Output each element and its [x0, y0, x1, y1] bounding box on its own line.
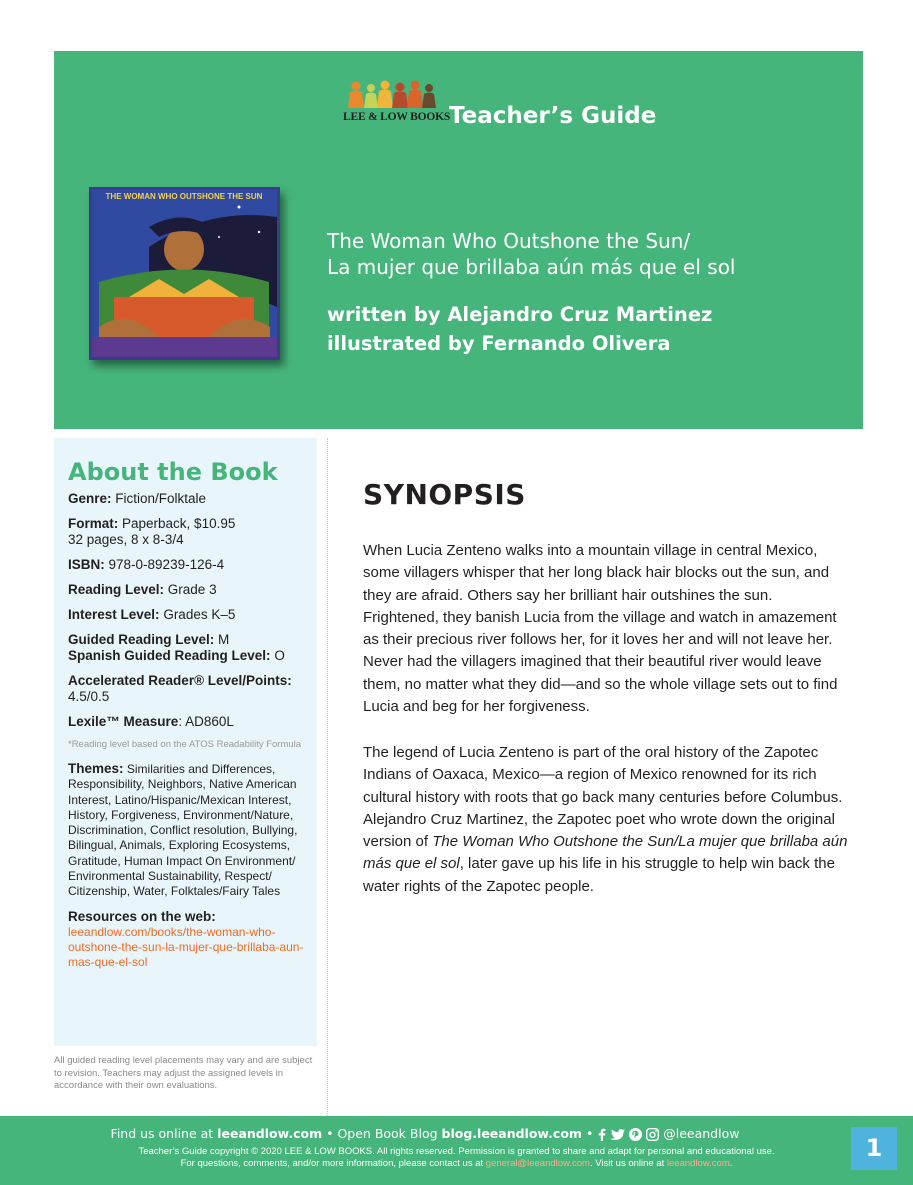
interest-level-field	[68, 607, 307, 623]
themes-value: Similarities and Differences, Responsibility, Neighbors, Native American Interest, Latino/Hispanic/Mexican Interest, History, Forgiveness, Environment/Nature, Discrimination, Conflict resolution, Bullying, Bilingual, Animals, Exploring Ecosystems, Gratitude, Human Impact On Environment/ Environmental Sustainability, Respect/ Citizenship, Water, Folktales/Fairy Tales	[68, 762, 298, 899]
about-the-book-sidebar	[54, 438, 317, 1046]
book-credits	[327, 300, 847, 358]
synopsis-p2-book-title: The Woman Who Outshone the Sun/La mujer que brillaba aún más que el sol	[363, 833, 848, 873]
contact-prefix: For questions, comments, and/or more information, please contact us at	[180, 1158, 484, 1169]
interest-level-label: Interest Level:	[68, 607, 160, 622]
contact-email-link[interactable]: general@leeandlow.com	[485, 1158, 590, 1169]
illustrator-credit: illustrated by Fernando Olivera	[327, 332, 671, 355]
spanish-guided-reading-label: Spanish Guided Reading Level:	[68, 648, 271, 663]
bullet-separator: •	[585, 1126, 594, 1141]
blog-link[interactable]: blog.leeandlow.com	[441, 1126, 582, 1141]
themes-label: Themes:	[68, 761, 124, 776]
synopsis-paragraph-1: When Lucia Zenteno walks into a mountain village in central Mexico, some villagers whisper that her long black hair blocks out the sun, and they are afraid. Others say her brilliant hair outshines the sun. Frightened, they banish Lucia from the village and watch in amazement as their precious river follows her, for it loves her and will not leave her. Never had the villagers imagined that their beautiful river would leave them, no matter what they did—and so the whole village sets out to find Lucia and beg for her forgiveness.	[363, 542, 838, 716]
resources-link[interactable]: leeandlow.com/books/the-woman-who-outshone-the-sun-la-mujer-que-brillaba-aun-mas-que-el-sol	[68, 924, 304, 970]
accelerated-reader-value: 4.5/0.5	[68, 689, 110, 704]
synopsis-paragraph-2	[363, 742, 849, 898]
find-us-text: Find us online at	[110, 1126, 214, 1141]
book-title-spanish: La mujer que brillaba aún más que el sol	[327, 255, 736, 279]
site-link[interactable]: leeandlow.com	[217, 1126, 323, 1141]
twitter-icon[interactable]	[610, 1129, 625, 1141]
book-title	[327, 228, 847, 280]
publisher-logo[interactable]	[343, 80, 451, 132]
author-credit: written by Alejandro Cruz Martinez	[327, 303, 713, 326]
footer-copyright: Teacher’s Guide copyright © 2020 LEE & LOW BOOKS. All rights reserved. Permission is granted to share and adapt for personal and educational use.	[138, 1146, 775, 1157]
page-number: 1	[851, 1127, 897, 1170]
header-banner	[54, 51, 863, 429]
themes-field	[68, 761, 307, 900]
reading-level-value: Grade 3	[167, 582, 217, 597]
format-value: Paperback, $10.95	[122, 516, 236, 531]
lexile-field	[68, 714, 307, 730]
format-field	[68, 516, 307, 548]
atos-note: *Reading level based on the ATOS Readability Formula	[68, 739, 302, 750]
format-detail: 32 pages, 8 x 8-3/4	[68, 532, 184, 547]
footer-links	[0, 1126, 850, 1141]
period: .	[729, 1158, 733, 1169]
social-handle[interactable]: @leeandlow	[663, 1126, 740, 1141]
column-divider	[327, 438, 328, 1116]
synopsis-heading: SYNOPSIS	[363, 478, 526, 511]
publisher-logo-text: LEE & LOW BOOKS	[343, 111, 451, 123]
isbn-label: ISBN:	[68, 557, 105, 572]
footer-contact	[0, 1158, 913, 1169]
resources-label: Resources on the web:	[68, 908, 216, 924]
lexile-value: : AD860L	[178, 714, 234, 729]
blog-label: Open Book Blog	[337, 1126, 438, 1141]
guided-reading-value: M	[218, 632, 230, 647]
spanish-guided-reading-value: O	[274, 648, 285, 663]
format-label: Format:	[68, 516, 119, 531]
instagram-icon[interactable]	[646, 1128, 659, 1141]
genre-label: Genre:	[68, 491, 112, 506]
book-cover-image	[89, 187, 280, 360]
genre-field	[68, 491, 307, 507]
lexile-label: Lexile™ Measure	[68, 714, 179, 729]
about-heading: About the Book	[68, 458, 278, 486]
reading-level-field	[68, 582, 307, 598]
interest-level-value: Grades K–5	[163, 607, 236, 622]
reading-level-label: Reading Level:	[68, 582, 165, 597]
reading-level-disclaimer: All guided reading level placements may vary and are subject to revision. Teachers may adjust the assigned levels in accordance with their own evaluations.	[54, 1055, 313, 1091]
genre-value: Fiction/Folktale	[115, 491, 207, 506]
synopsis-p2-end: , later gave up his life in his struggle to help win back the water rights of the Zapotec people.	[363, 855, 835, 895]
footer	[0, 1116, 913, 1185]
book-title-english: The Woman Who Outshone the Sun/	[327, 229, 691, 253]
guide-title: Teacher’s Guide	[449, 103, 657, 129]
guided-reading-field	[68, 632, 307, 664]
facebook-icon[interactable]	[597, 1128, 606, 1141]
pinterest-icon[interactable]	[629, 1128, 642, 1141]
readers-figures-icon	[347, 80, 437, 108]
accelerated-reader-label: Accelerated Reader® Level/Points:	[68, 673, 292, 688]
isbn-value: 978-0-89239-126-4	[108, 557, 225, 572]
visit-prefix: . Visit us online at	[589, 1158, 665, 1169]
cover-title: THE WOMAN WHO OUTSHONE THE SUN	[105, 192, 263, 201]
isbn-field	[68, 557, 307, 573]
guided-reading-label: Guided Reading Level:	[68, 632, 215, 647]
accelerated-reader-field	[68, 673, 307, 705]
bullet-separator: •	[326, 1126, 334, 1141]
synopsis-p2-start: The legend of Lucia Zenteno is part of the oral history of the Zapotec Indians of Oaxaca, Mexico—a region of Mexico renowned for its rich cultural history with roots that go back many centuries before Columbus. Alejandro Cruz Martinez, the Zapotec poet who wrote down the original version of	[363, 744, 843, 851]
resources-field	[68, 909, 307, 971]
visit-site-link[interactable]: leeandlow.com	[666, 1158, 730, 1169]
